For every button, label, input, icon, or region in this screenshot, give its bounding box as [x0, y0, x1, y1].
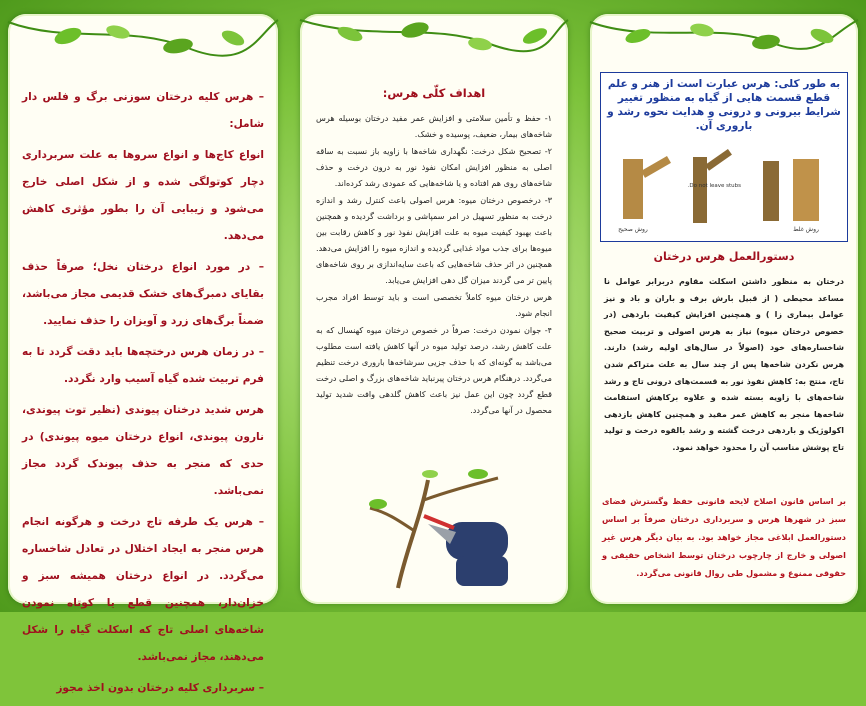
pruning-cut-diagram	[613, 151, 833, 235]
guideline-text: درختان به منظور داشتن اسکلت مقاوم دربرابر عوامل نا مساعد محیطی ( از قبیل بارش برف و باران و باد و نیز عوامل بیماری زا ) و همچنین افزایش کیفیت باردهی (در خصوص درختان میوه) نیاز به هرس اصولی و تربیت صحیح شاخساره‌های خود (اصولاً در سال‌های اولیه رشد) دارند. هرس نکردن شاخه‌ها پس از چند سال به علت متراکم شدن تاج، منتج به: کاهش نفوذ نور به قسمت‌های درونی تاج و رشد شاخه‌های با زاویه بسته شده و علاوه برکاهش استقامت شاخه‌ها منجر به کاهش عمر مفید و همچنین کاهش بازدهی اکولوژیک و باردهی درخت گشته و رشد بالقوه درخت و تولید تاج پوشش مناسب آن را محدود خواهد نمود.	[604, 277, 844, 452]
definition-box	[600, 72, 848, 242]
right-panel	[590, 14, 858, 604]
goal-item: ۲- تصحیح شکل درخت: نگهداری شاخه‌ها با زاویه باز نسبت به ساقه اصلی به منظور افزایش امکان نفوذ نور به درون درخت و حذف شاخه‌های روی هم افتاده و یا شاخه‌هایی که عمودی رشد کرده‌اند.	[316, 146, 552, 188]
goal-item: ۴- جوان نمودن درخت: صرفاً در خصوص درختان میوه کهنسال که به علت کاهش رشد، درصد تولید میوه در آنها کاهش یافته است مطلوب می‌باشد به گونه‌ای که با حذف جزیی سرشاخه‌ها باروری درخت تنظیم می‌گردد. درهنگام هرس درختان پیرنباید شاخه‌های بزرگ و اصلی درخت قطع گردد چون این عمل نیز باعث کاهش گلدهی وافت شدید تولید محصول در آنها می‌گردد.	[316, 325, 552, 415]
left-paragraph: هرس شدید درختان پیوندی (نظیر توت پیوندی، نارون پیوندی، انواع درختان میوه پیوندی) در حدی که منجر به حذف پیوندک گردد مجاز نمی‌باشد.	[22, 404, 264, 497]
left-paragraph: – سربرداری کلیه درختان بدون اخذ مجوز	[56, 682, 264, 694]
diagram-label-stubs: Do not leave stubs.	[687, 183, 741, 189]
vine-decoration	[8, 14, 278, 76]
vine-decoration	[300, 14, 568, 76]
left-paragraph: انواع کاج‌ها و انواع سروها به علت سربرداری دچار کوتولگی شده و از شکل اصلی خارج می‌شود و زیبایی آن را بطور مؤثری کاهش می‌دهد.	[22, 149, 264, 242]
left-text-block	[22, 84, 264, 706]
goals-text-block	[316, 110, 552, 419]
goal-item: ۱- حفظ و تأمین سلامتی و افزایش عمر مفید درختان بوسیله هرس شاخه‌های بیمار، ضعیف، پوسیده و خشک.	[316, 113, 552, 139]
goals-title: اهداف کلّی هرس:	[382, 86, 486, 100]
diagram-label-correct: روش صحیح	[618, 226, 648, 233]
vine-decoration	[590, 14, 858, 76]
definition-text: به طور کلی: هرس عبارت است از هنر و علم قطع قسمت هایی از گیاه به منظور تغییر شرایط بیرونی و درونی و هدایت نحوه رشد و باروری آن.	[607, 78, 841, 132]
left-paragraph: – هرس کلیه درختان سوزنی برگ و فلس دار شامل:	[22, 91, 264, 130]
law-text: بر اساس قانون اصلاح لایحه قانونی حفظ وگسترش فضای سبز در شهرها هرس و سربرداری درختان صرفاً بر اساس دستورالعمل ابلاغی مجاز خواهد بود. به بیان دیگر هرس غیر اصولی و خارج از چارچوب درختان توسط اشخاص حقیقی و حقوقی ممنوع و مشمول طی روال قانونی می‌گردد.	[602, 496, 846, 578]
guideline-title: دستورالعمل هرس درختان	[653, 250, 795, 263]
pruning-shears-image	[358, 460, 528, 590]
left-paragraph: – در زمان هرس درختچه‌ها باید دقت گردد تا به فرم تربیت شده گیاه آسیب وارد نگردد.	[22, 346, 264, 385]
middle-panel	[300, 14, 568, 604]
diagram-label-wrong: روش غلط	[793, 226, 819, 233]
goal-item: هرس درختان میوه کاملاً تخصصی است و باید توسط افراد مجرب انجام شود.	[316, 292, 552, 318]
left-paragraph: – در مورد انواع درختان نخل؛ صرفاً حذف بقایای دمبرگ‌های خشک قدیمی مجاز می‌باشد، ضمناً برگ‌های زرد و آویزان را حذف نمایید.	[22, 261, 264, 327]
left-paragraph: – هرس یک طرفه تاج درخت و هرگونه انجام هرس منجر به ایجاد اختلال در تعادل شاخساره می‌گردد. در انواع درختان همیشه سبز و خزان‌دار، همچنین قطع یا کوتاه نمودن شاخه‌های اصلی تاج که اسکلت گیاه را شکل می‌دهند، مجاز نمی‌باشد.	[22, 516, 264, 663]
left-panel	[8, 14, 278, 694]
goal-item: ۳- درخصوص درختان میوه: هرس اصولی باعث کنترل رشد و اندازه درخت به منظور تسهیل در امر سمپاشی و برداشت گردیده و همچنین باعث بهبود کیفیت میوه به علت افزایش نفوذ نور و کاهش رقابت بین میوه‌ها برای جذب مواد غذایی گردیده و اندازه میوه را افزایش می‌دهد. همچنین در اثر حذف شاخه‌هایی که باعث سایه‌اندازی بر روی شاخه‌های پایین تر می گردند میزان گل دهی افزایش می‌یابد.	[316, 195, 552, 285]
